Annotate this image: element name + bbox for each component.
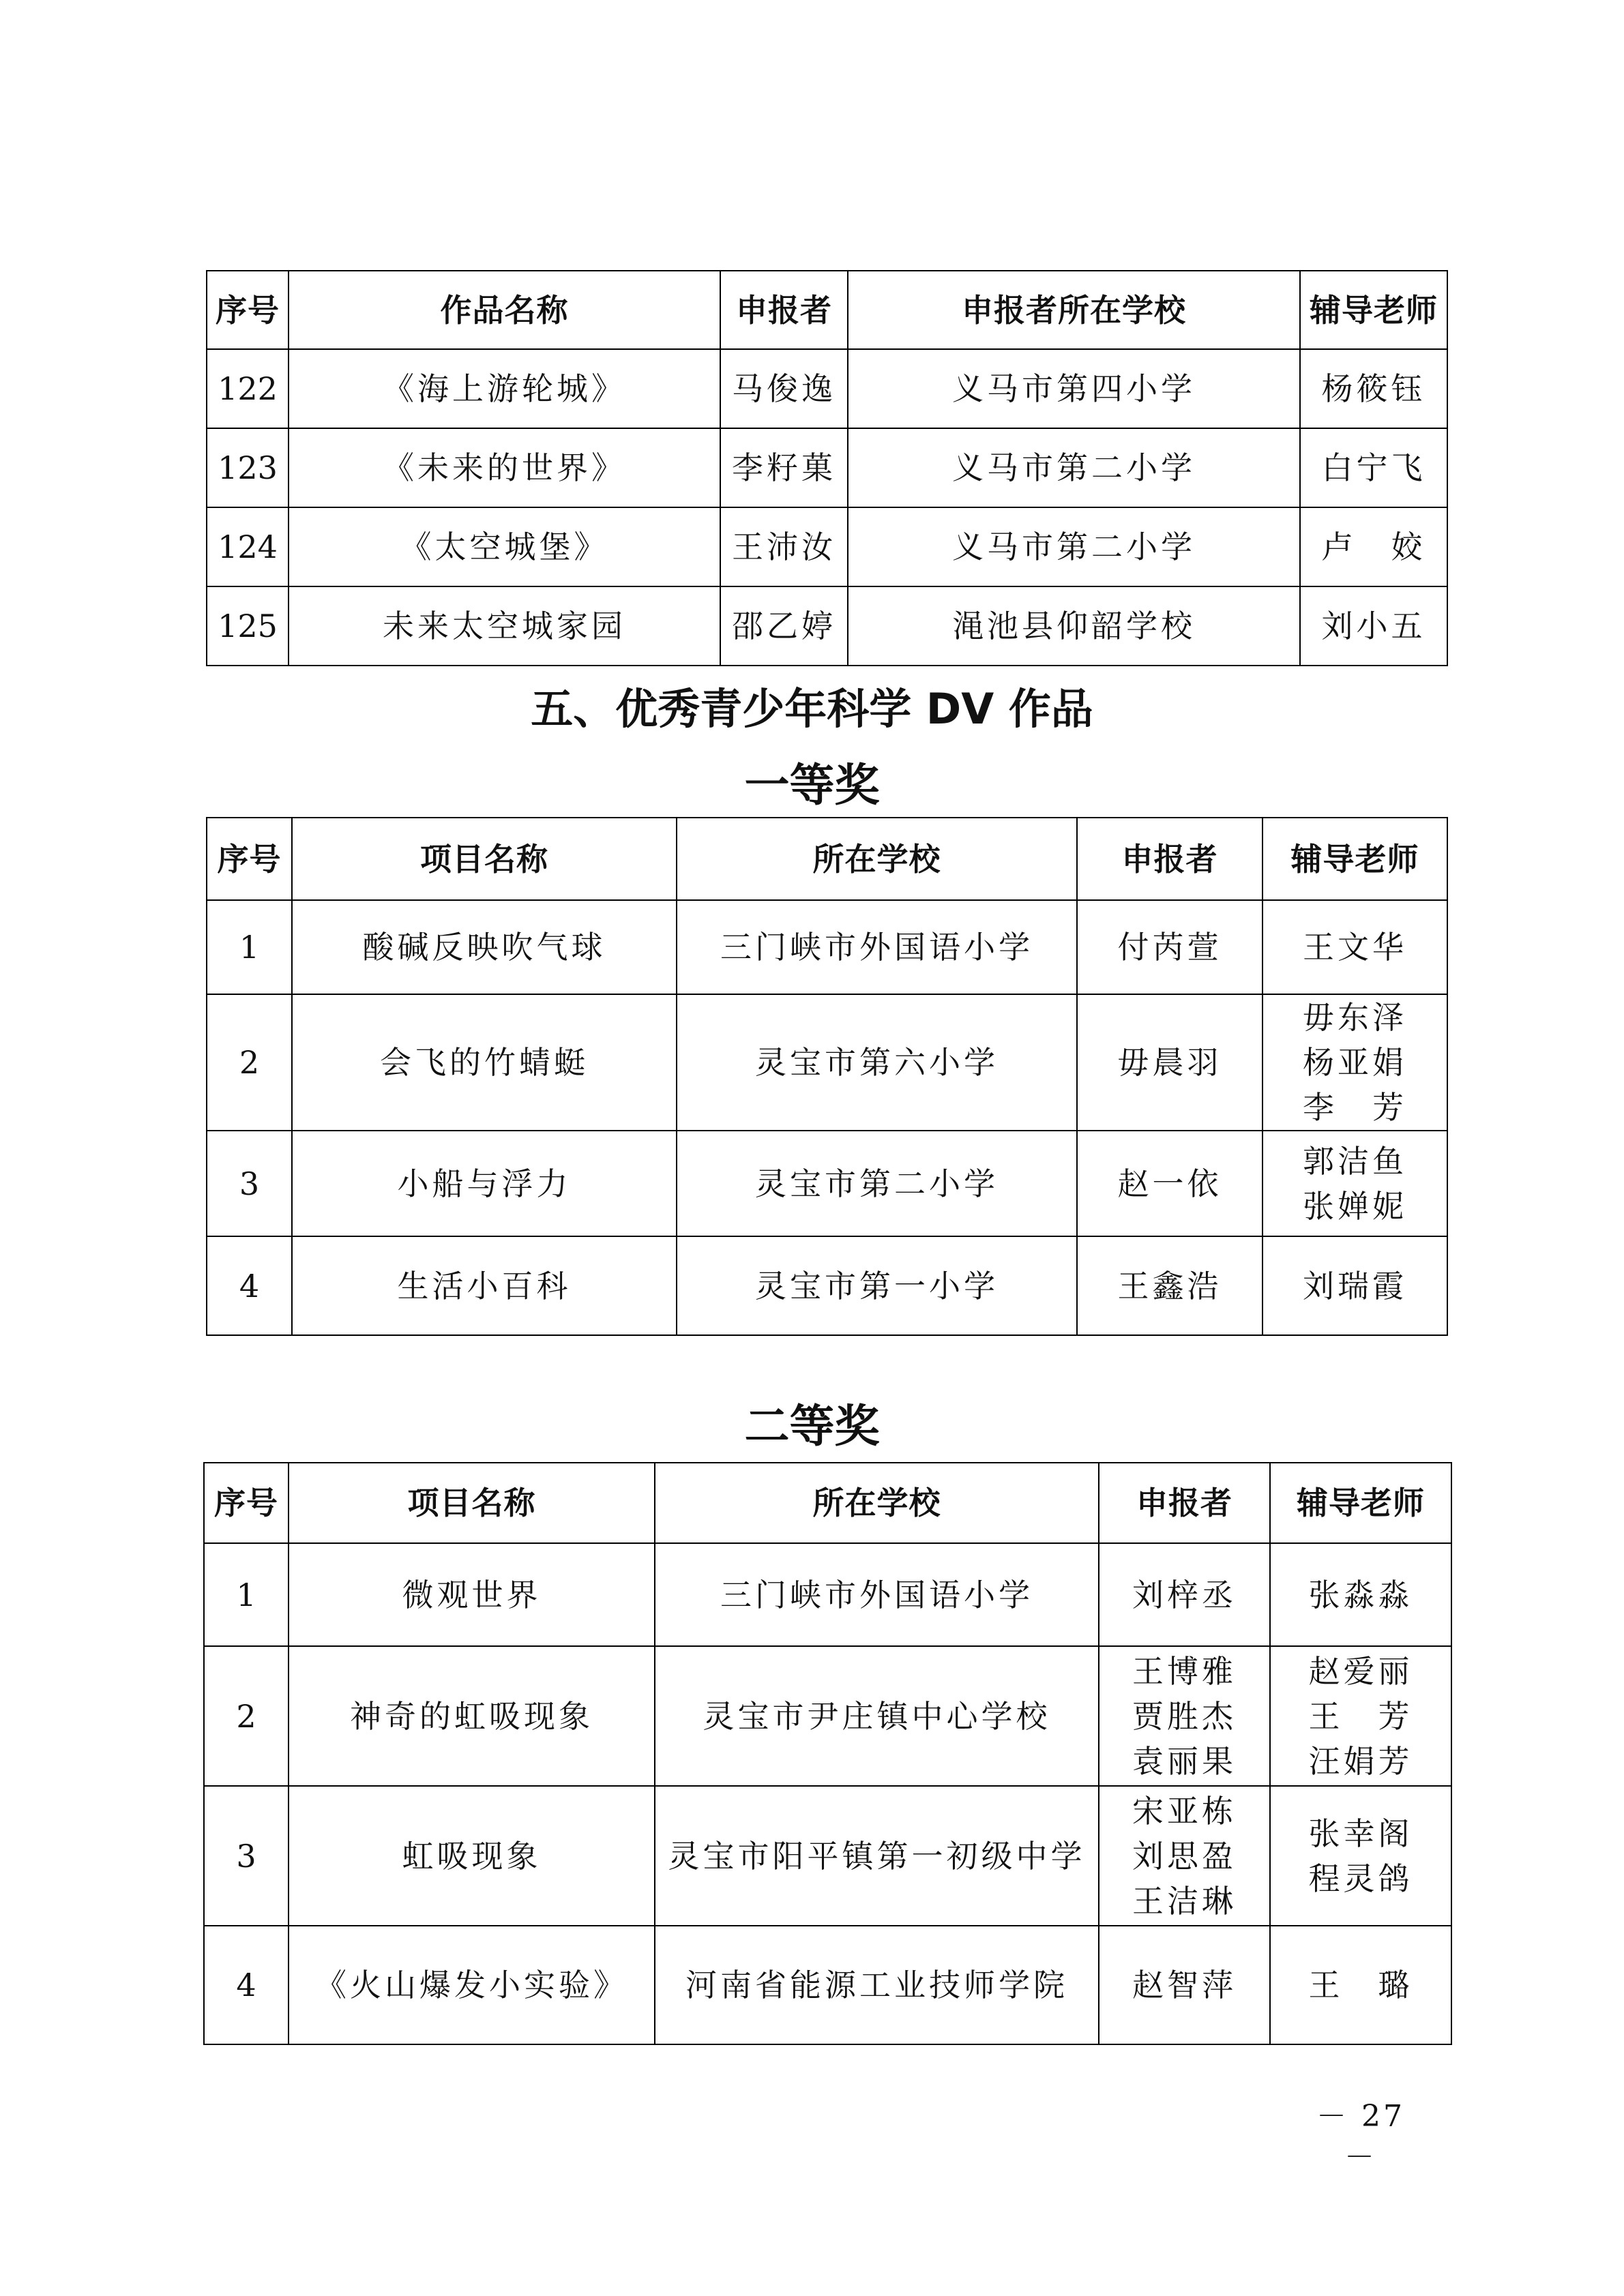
cell-index: 2 [204,1646,289,1786]
cell-index: 123 [207,428,289,507]
cell-school: 渑池县仰韶学校 [848,586,1300,666]
cell-teacher: 张幸阁 程灵鸽 [1270,1786,1451,1926]
cell-project-name: 酸碱反映吹气球 [292,900,677,994]
cell-index: 125 [207,586,289,666]
col-header-work-name: 作品名称 [289,271,720,349]
cell-index: 124 [207,507,289,586]
cell-applicant: 付芮萱 [1077,900,1263,994]
cell-teacher: 毋东泽 杨亚娟 李 芳 [1263,994,1447,1131]
cell-teacher: 张淼淼 [1270,1543,1451,1646]
col-header-index: 序号 [207,271,289,349]
cell-teacher: 杨筱钰 [1300,349,1447,428]
cell-teacher: 王文华 [1263,900,1447,994]
cell-index: 3 [207,1131,292,1236]
cell-school: 河南省能源工业技师学院 [655,1926,1099,2044]
cell-teacher: 白宁飞 [1300,428,1447,507]
col-header-index: 序号 [207,818,292,900]
cell-project-name: 神奇的虹吸现象 [289,1646,655,1786]
col-header-index: 序号 [204,1463,289,1543]
col-header-applicant: 申报者 [720,271,848,349]
cell-index: 122 [207,349,289,428]
cell-school: 义马市第四小学 [848,349,1300,428]
cell-project-name: 微观世界 [289,1543,655,1646]
cell-index: 1 [204,1543,289,1646]
cell-school: 义马市第二小学 [848,507,1300,586]
col-header-teacher: 辅导老师 [1300,271,1447,349]
cell-applicant: 王沛汝 [720,507,848,586]
cell-school: 三门峡市外国语小学 [677,900,1077,994]
table-row [207,507,1447,586]
table-row [207,428,1447,507]
table-header-row [207,271,1447,349]
cell-applicant: 王鑫浩 [1077,1236,1263,1335]
cell-applicant: 毋晨羽 [1077,994,1263,1131]
cell-applicant: 刘梓丞 [1099,1543,1270,1646]
col-header-school: 申报者所在学校 [848,271,1300,349]
cell-teacher: 郭洁鱼 张婵妮 [1263,1131,1447,1236]
col-header-school: 所在学校 [677,818,1077,900]
cell-school: 灵宝市尹庄镇中心学校 [655,1646,1099,1786]
table-header-row [204,1463,1451,1543]
table-row [204,1786,1451,1926]
table-row [204,1543,1451,1646]
col-header-applicant: 申报者 [1077,818,1263,900]
cell-applicant: 宋亚栋 刘思盈 王洁琳 [1099,1786,1270,1926]
cell-project-name: 会飞的竹蜻蜓 [292,994,677,1131]
cell-school: 灵宝市第一小学 [677,1236,1077,1335]
cell-applicant: 赵智萍 [1099,1926,1270,2044]
cell-index: 2 [207,994,292,1131]
table-row [207,900,1447,994]
cell-teacher: 王 璐 [1270,1926,1451,2044]
col-header-teacher: 辅导老师 [1270,1463,1451,1543]
col-header-teacher: 辅导老师 [1263,818,1447,900]
cell-applicant: 赵一依 [1077,1131,1263,1236]
cell-work-name: 《未来的世界》 [289,428,720,507]
cell-school: 三门峡市外国语小学 [655,1543,1099,1646]
table-row [207,349,1447,428]
cell-work-name: 未来太空城家园 [289,586,720,666]
cell-school: 灵宝市阳平镇第一初级中学 [655,1786,1099,1926]
cell-project-name: 《火山爆发小实验》 [289,1926,655,2044]
col-header-applicant: 申报者 [1099,1463,1270,1543]
cell-applicant: 李籽菓 [720,428,848,507]
cell-work-name: 《海上游轮城》 [289,349,720,428]
first-prize-title: 一等奖 [744,759,880,811]
table-header-row [207,818,1447,900]
table-row [207,586,1447,666]
second-prize-title: 二等奖 [744,1400,880,1452]
cell-applicant: 王博雅 贾胜杰 袁丽果 [1099,1646,1270,1786]
page-number: － 27 － [1316,2099,1405,2175]
table-row [204,1646,1451,1786]
table-row [204,1926,1451,2044]
cell-project-name: 生活小百科 [292,1236,677,1335]
cell-school: 灵宝市第六小学 [677,994,1077,1131]
cell-teacher: 卢 姣 [1300,507,1447,586]
cell-project-name: 小船与浮力 [292,1131,677,1236]
cell-school: 义马市第二小学 [848,428,1300,507]
cell-index: 4 [204,1926,289,2044]
col-header-project-name: 项目名称 [289,1463,655,1543]
section-title: 五、优秀青少年科学 DV 作品 [531,684,1093,734]
col-header-project-name: 项目名称 [292,818,677,900]
cell-teacher: 刘瑞霞 [1263,1236,1447,1335]
works-table [206,270,1448,666]
first-prize-table [206,817,1448,1336]
second-prize-table [203,1462,1452,2045]
table-row [207,1131,1447,1236]
cell-applicant: 马俊逸 [720,349,848,428]
cell-teacher: 赵爱丽 王 芳 汪娟芳 [1270,1646,1451,1786]
table-row [207,994,1447,1131]
cell-teacher: 刘小五 [1300,586,1447,666]
cell-index: 4 [207,1236,292,1335]
cell-index: 1 [207,900,292,994]
cell-index: 3 [204,1786,289,1926]
cell-project-name: 虹吸现象 [289,1786,655,1926]
col-header-school: 所在学校 [655,1463,1099,1543]
cell-work-name: 《太空城堡》 [289,507,720,586]
table-row [207,1236,1447,1335]
cell-applicant: 邵乙婷 [720,586,848,666]
cell-school: 灵宝市第二小学 [677,1131,1077,1236]
